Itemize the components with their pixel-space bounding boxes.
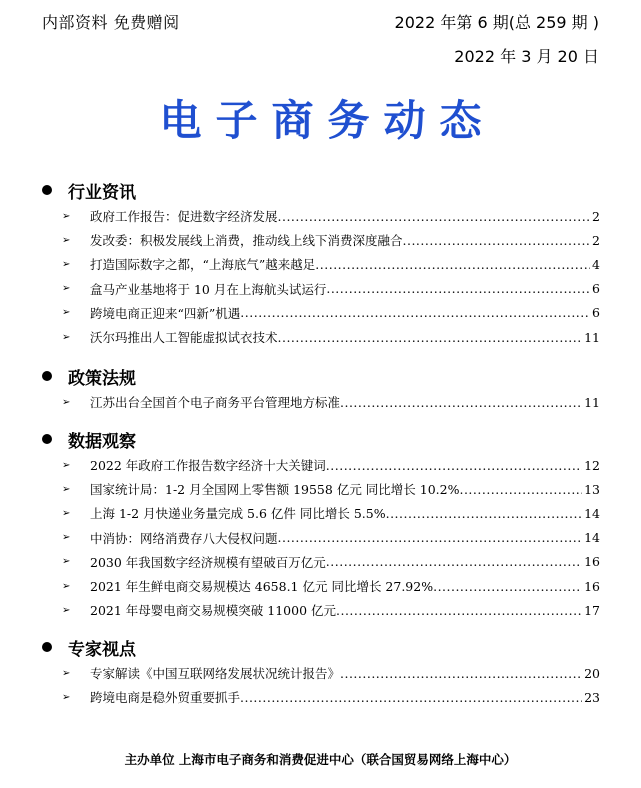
- toc-entry[interactable]: [40, 526, 600, 550]
- section-header: [40, 176, 600, 204]
- toc-entry-label: 2030 年我国数字经济规模有望破百万亿元: [90, 554, 326, 570]
- toc-entry-label: 政府工作报告：促进数字经济发展: [90, 209, 278, 225]
- arrow-icon: ➢: [62, 234, 71, 246]
- toc-entry-label: 国家统计局：1-2 月全国网上零售额 19558 亿元 同比增长 10.2%: [90, 482, 460, 498]
- toc-entry[interactable]: [40, 277, 600, 301]
- toc-entry-page: 12: [584, 457, 600, 473]
- leader-dots: [278, 530, 583, 545]
- leader-dots: [326, 458, 582, 473]
- arrow-icon: ➢: [62, 459, 71, 471]
- toc-entry-page: 6: [592, 305, 600, 321]
- section-title: 专家视点: [68, 639, 136, 660]
- bullet-icon: [42, 434, 52, 444]
- leader-dots: [459, 482, 582, 497]
- arrow-icon: ➢: [62, 604, 71, 616]
- header-distribution-note: 内部资料 免费赠阅: [42, 13, 180, 32]
- toc-entry[interactable]: [40, 661, 600, 685]
- toc-entry[interactable]: [40, 325, 600, 349]
- toc-entry[interactable]: [40, 301, 600, 325]
- leader-dots: [433, 579, 582, 594]
- arrow-icon: ➢: [62, 210, 71, 222]
- toc-entry-label: 江苏出台全国首个电子商务平台管理地方标准: [90, 395, 341, 411]
- toc-entry[interactable]: [40, 598, 600, 622]
- leader-dots: [340, 666, 582, 681]
- toc-entry-label: 中消协：网络消费存八大侵权问题: [90, 530, 278, 546]
- toc-entry-page: 2: [592, 208, 600, 224]
- toc-entry-page: 11: [584, 329, 600, 345]
- toc-entry-page: 6: [592, 281, 600, 297]
- publication-title: 电子商务动态: [159, 96, 496, 145]
- arrow-icon: ➢: [62, 331, 71, 343]
- toc-entry-label: 跨境电商是稳外贸重要抓手: [90, 690, 241, 706]
- leader-dots: [278, 209, 591, 224]
- toc-section: [40, 425, 600, 622]
- section-title: 政策法规: [68, 368, 136, 389]
- arrow-icon: ➢: [62, 556, 71, 568]
- leader-dots: [326, 554, 582, 569]
- toc-entry-label: 打造国际数字之都，“上海底气”越来越足: [90, 257, 316, 273]
- toc-entry[interactable]: [40, 453, 600, 477]
- toc-entry[interactable]: [40, 252, 600, 276]
- arrow-icon: ➢: [62, 483, 71, 495]
- arrow-icon: ➢: [62, 667, 71, 679]
- toc-entry[interactable]: [40, 390, 600, 414]
- toc-section: [40, 362, 600, 414]
- toc-entry-page: 17: [584, 602, 600, 618]
- leader-dots: [336, 603, 582, 618]
- leader-dots: [403, 233, 591, 248]
- arrow-icon: ➢: [62, 307, 71, 319]
- section-header: [40, 633, 600, 661]
- leader-dots: [340, 395, 582, 410]
- leader-dots: [315, 257, 590, 272]
- arrow-icon: ➢: [62, 507, 71, 519]
- toc-entry-label: 发改委：积极发展线上消费，推动线上线下消费深度融合: [90, 233, 403, 249]
- toc-entry[interactable]: [40, 228, 600, 252]
- bullet-icon: [42, 185, 52, 195]
- leader-dots: [240, 690, 582, 705]
- toc-entry-label: 盒马产业基地将于 10 月在上海航头试运行: [90, 281, 327, 297]
- toc-entry-label: 专家解读《中国互联网络发展状况统计报告》: [90, 666, 341, 682]
- section-title: 行业资讯: [68, 182, 136, 203]
- toc-entry-page: 4: [592, 256, 600, 272]
- toc-entry[interactable]: [40, 501, 600, 525]
- arrow-icon: ➢: [62, 283, 71, 295]
- arrow-icon: ➢: [62, 580, 71, 592]
- toc-entry[interactable]: [40, 204, 600, 228]
- bullet-icon: [42, 371, 52, 381]
- toc-entry-page: 23: [584, 689, 600, 705]
- publisher-footer: 主办单位 上海市电子商务和消费促进中心（联合国贸易网络上海中心）: [124, 752, 517, 767]
- toc-entry[interactable]: [40, 685, 600, 709]
- toc-entry-label: 跨境电商正迎来“四新”机遇: [90, 305, 241, 321]
- leader-dots: [240, 305, 590, 320]
- toc-entry-page: 11: [584, 394, 600, 410]
- bullet-icon: [42, 642, 52, 652]
- toc-entry-label: 上海 1-2 月快递业务量完成 5.6 亿件 同比增长 5.5%: [90, 506, 386, 522]
- header-date: 2022 年 3 月 20 日: [454, 47, 599, 66]
- leader-dots: [386, 506, 582, 521]
- toc-entry-page: 14: [584, 505, 600, 521]
- arrow-icon: ➢: [62, 396, 71, 408]
- toc-entry-label: 2021 年生鲜电商交易规模达 4658.1 亿元 同比增长 27.92%: [90, 579, 434, 595]
- section-title: 数据观察: [68, 431, 136, 452]
- toc-entry-page: 2: [592, 232, 600, 248]
- header-issue-number: 2022 年第 6 期(总 259 期 ): [394, 13, 599, 32]
- toc-entry-page: 20: [584, 665, 600, 681]
- toc-section: [40, 633, 600, 709]
- toc-entry-label: 2021 年母婴电商交易规模突破 11000 亿元: [90, 603, 336, 619]
- toc-entry[interactable]: [40, 550, 600, 574]
- toc-entry-page: 16: [584, 578, 600, 594]
- toc-entry-page: 16: [584, 554, 600, 570]
- toc-entry[interactable]: [40, 574, 600, 598]
- toc-entry-label: 2022 年政府工作报告数字经济十大关键词: [90, 458, 326, 474]
- toc-entry[interactable]: [40, 477, 600, 501]
- toc-entry-label: 沃尔玛推出人工智能虚拟试衣技术: [90, 330, 278, 346]
- arrow-icon: ➢: [62, 691, 71, 703]
- arrow-icon: ➢: [62, 258, 71, 270]
- toc-section: [40, 176, 600, 349]
- toc-entry-page: 14: [584, 530, 600, 546]
- toc-entry-page: 13: [584, 481, 600, 497]
- leader-dots: [278, 330, 583, 345]
- section-header: [40, 425, 600, 453]
- section-header: [40, 362, 600, 390]
- leader-dots: [326, 281, 590, 296]
- arrow-icon: ➢: [62, 532, 71, 544]
